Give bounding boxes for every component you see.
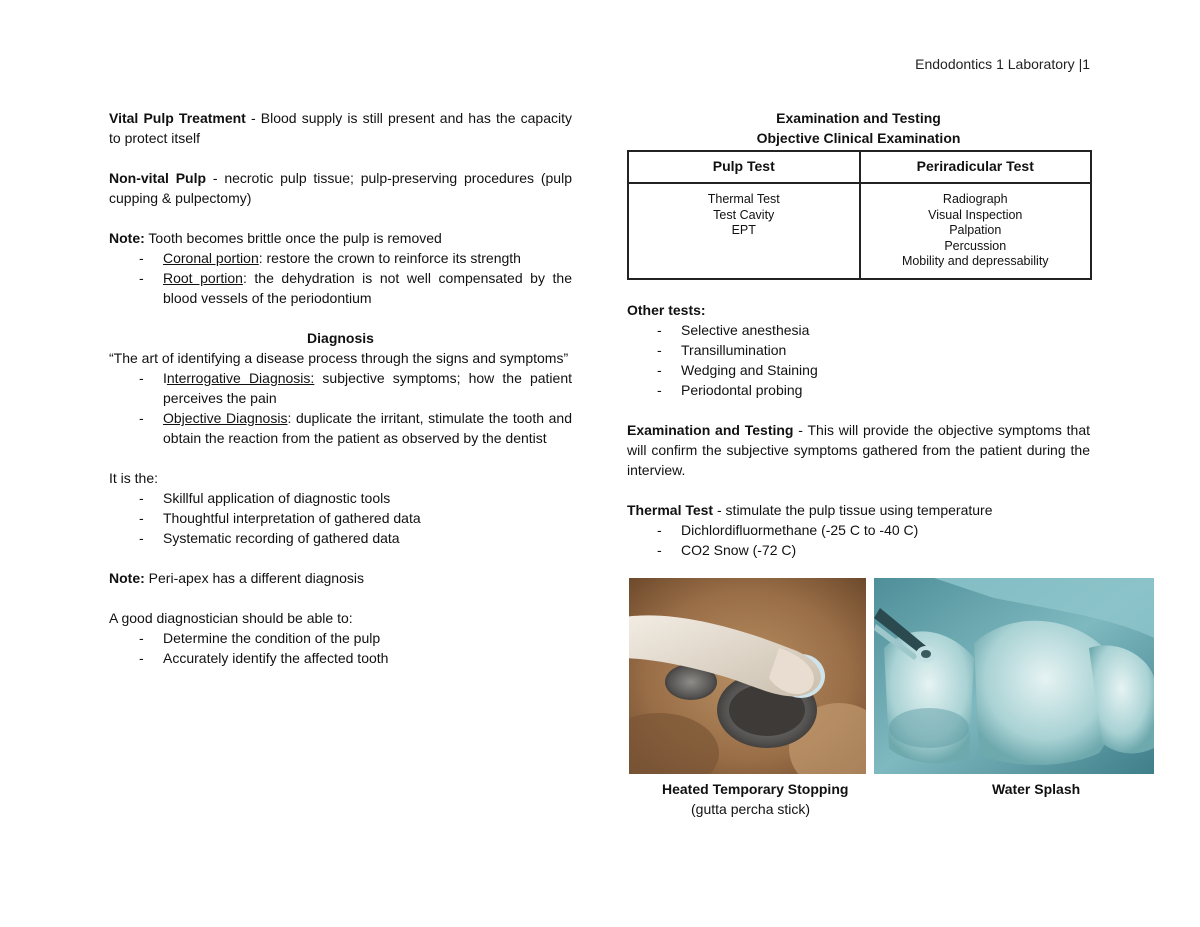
it-is-list: [109, 488, 572, 548]
exam-testing-term: Examination and Testing: [627, 422, 794, 438]
diagnosis-quote: “The art of identifying a disease process through the signs and symptoms”: [109, 350, 569, 366]
objective-exam-heading: [627, 128, 1090, 148]
vital-pulp-paragraph: [109, 108, 572, 148]
thermal-test-text: - stimulate the pulp tissue using temperature: [713, 502, 993, 518]
vital-pulp-text: - Blood supply is still present and has the capacity to protect itself: [109, 110, 572, 146]
table-cell-pulp-tests: [628, 183, 860, 279]
other-tests-label: [627, 300, 1090, 320]
cell-line: Radiograph: [942, 192, 1008, 206]
note-list: [109, 248, 572, 308]
note-text: Tooth becomes brittle once the pulp is removed: [144, 230, 442, 246]
objective-exam-heading-text: Objective Clinical Examination: [756, 130, 961, 146]
cell-line: Mobility and depressability: [901, 254, 1049, 268]
table-header-row: [628, 151, 1091, 183]
page-header: Endodontics 1 Laboratory |1: [915, 56, 1090, 72]
diagnosis-list: [109, 368, 572, 448]
thermal-test-paragraph: [627, 500, 1090, 520]
photo1-caption: Heated Temporary Stopping: [662, 781, 849, 797]
list-item: [109, 248, 572, 268]
note-term: Note:: [109, 570, 145, 586]
exam-heading-text: Examination and Testing: [776, 110, 941, 126]
list-item: - Selective anesthesia: [627, 320, 1090, 340]
other-tests-label-text: Other tests:: [627, 302, 706, 318]
table-header-periradicular-test: Periradicular Test: [860, 151, 1092, 183]
diagnosis-heading-text: Diagnosis: [307, 330, 374, 346]
thermal-test-term: Thermal Test: [627, 502, 714, 518]
heated-temporary-stopping-photo: [629, 578, 866, 774]
list-item-term: Objective Diagnosis: [163, 410, 288, 426]
note-text: Peri-apex has a different diagnosis: [144, 570, 364, 586]
photo2-caption: Water Splash: [992, 781, 1081, 797]
list-item: - Transillumination: [627, 340, 1090, 360]
exam-testing-paragraph: [627, 420, 1090, 480]
photo1-subcaption: (gutta percha stick): [691, 801, 811, 817]
note-term: Note:: [109, 230, 145, 246]
note-periapex: [109, 568, 572, 588]
cell-line: Palpation: [949, 223, 1002, 237]
list-item-text: subjective symptoms; how the patient perceives the pain: [163, 370, 573, 406]
list-item: - Periodontal probing: [627, 380, 1090, 400]
list-item-text: : duplicate the irritant, stimulate the tooth and obtain the reaction from the patient as observed by the dentist: [163, 410, 572, 446]
nonvital-pulp-text: - necrotic pulp tissue; pulp-preserving procedures (pulp cupping & pulpectomy): [109, 170, 572, 206]
table-row: [628, 183, 1091, 279]
list-item: - Thoughtful interpretation of gathered data: [109, 508, 572, 528]
diagnostician-list: [109, 628, 572, 668]
left-column: [109, 108, 572, 668]
list-item: [109, 368, 572, 408]
nonvital-pulp-paragraph: [109, 168, 572, 208]
exam-table: [627, 150, 1092, 280]
list-item: - Determine the condition of the pulp: [109, 628, 572, 648]
cell-line: EPT: [731, 223, 756, 237]
exam-testing-text: - This will provide the objective symptoms that will confirm the subjective symptoms gathered from the patient during the interview.: [627, 422, 1090, 478]
diagnosis-heading: [109, 328, 572, 348]
diagnostician-label: A good diagnostician should be able to:: [109, 610, 353, 626]
list-item-term: Coronal portion: [163, 250, 259, 266]
list-item: - CO2 Snow (-72 C): [627, 540, 1090, 560]
list-item-text: : the dehydration is not well compensated by the blood vessels of the periodontium: [163, 270, 572, 306]
list-item: - Accurately identify the affected tooth: [109, 648, 572, 668]
table-header-pulp-test: Pulp Test: [628, 151, 860, 183]
cell-line: Test Cavity: [713, 207, 775, 222]
vital-pulp-term: Vital Pulp Treatment: [109, 110, 246, 126]
water-splash-photo: [874, 578, 1154, 774]
list-item-term: Root portion: [163, 270, 243, 286]
exam-heading: [627, 108, 1090, 128]
list-item-text: : restore the crown to reinforce its strength: [258, 250, 521, 266]
list-item: [109, 408, 572, 448]
photos-row: [629, 578, 1154, 776]
note-brittle: [109, 228, 572, 248]
nonvital-pulp-term: Non-vital Pulp: [109, 170, 207, 186]
list-item: - Dichlordifluormethane (-25 C to -40 C): [627, 520, 1090, 540]
list-item: - Wedging and Staining: [627, 360, 1090, 380]
cell-line: Thermal Test: [707, 192, 780, 206]
other-tests-list: [627, 320, 1090, 400]
list-item: - Skillful application of diagnostic tools: [109, 488, 572, 508]
thermal-test-list: [627, 520, 1090, 560]
list-item-term: nterrogative Diagnosis:: [166, 370, 315, 386]
list-item: [109, 268, 572, 308]
list-item: - Systematic recording of gathered data: [109, 528, 572, 548]
list-item-prefix: I: [163, 370, 167, 386]
it-is-label: It is the:: [109, 470, 159, 486]
right-column: [627, 108, 1090, 560]
cell-line: Percussion: [944, 238, 1007, 253]
table-cell-periradicular-tests: [860, 183, 1092, 279]
cell-line: Visual Inspection: [928, 207, 1023, 222]
